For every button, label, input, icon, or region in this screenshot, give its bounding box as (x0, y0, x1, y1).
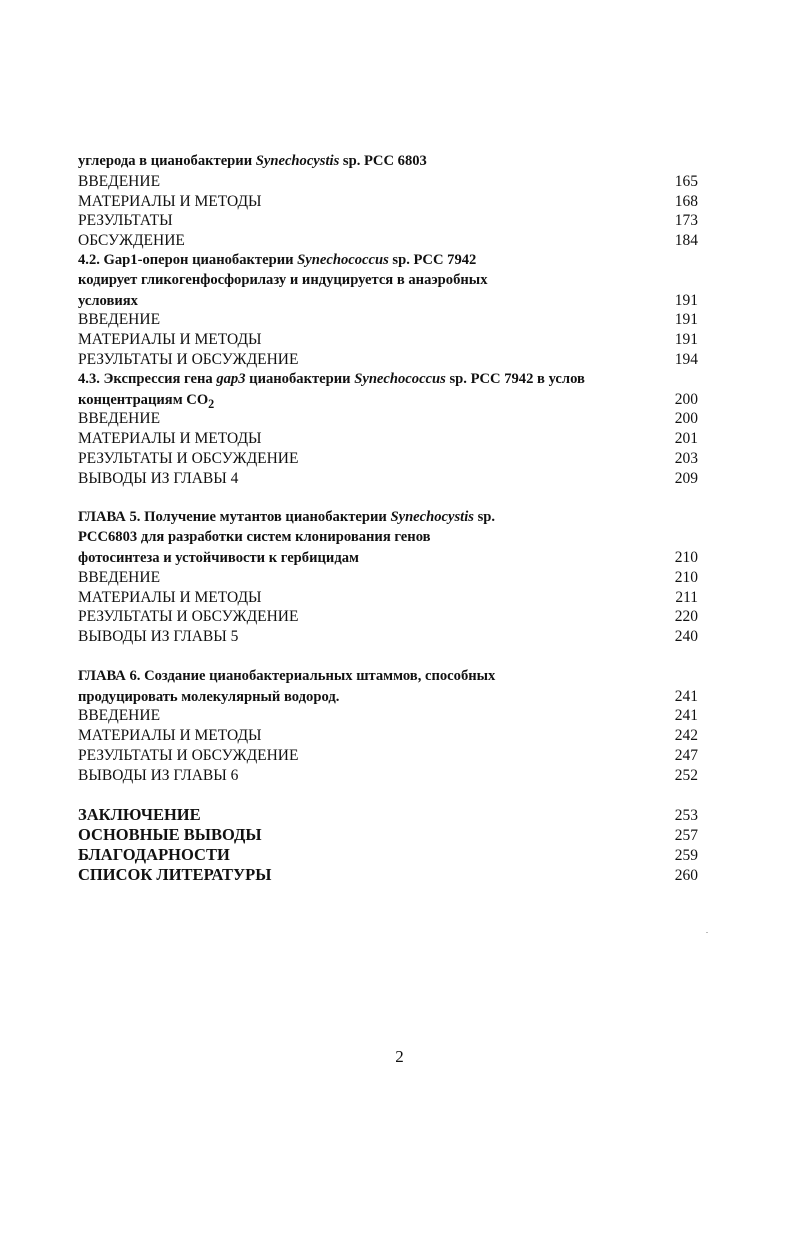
page-ref: 241 (674, 687, 698, 705)
toc-entry-main-conclusions[interactable]: ОСНОВНЫЕ ВЫВОДЫ 257 (78, 825, 698, 845)
section-4-2-title[interactable]: 4.2. Gap1-оперон цианобактерии Synechococcus sp. PCC 7942 (78, 251, 477, 268)
page-ref: 253 (674, 807, 698, 825)
page-ref: 173 (674, 212, 698, 230)
page-ref: 191 (674, 311, 698, 329)
toc-entry[interactable]: МАТЕРИАЛЫ И МЕТОДЫ 211 (78, 588, 698, 606)
page-ref: 241 (674, 707, 698, 725)
page-ref: 201 (674, 430, 698, 448)
page-ref: 260 (674, 866, 698, 884)
toc-entry[interactable]: МАТЕРИАЛЫ И МЕТОДЫ 201 (78, 430, 698, 448)
scan-speck (706, 932, 708, 933)
toc-entry-conclusion[interactable]: ЗАКЛЮЧЕНИЕ 253 (78, 805, 698, 825)
toc-entry[interactable]: ВВЕДЕНИЕ 210 (78, 568, 698, 586)
toc-entry[interactable]: ОБСУЖДЕНИЕ 184 (78, 232, 698, 250)
toc-entry-acknowledgements[interactable]: БЛАГОДАРНОСТИ 259 (78, 844, 698, 864)
page-ref: 184 (674, 232, 698, 250)
page-ref: 203 (674, 449, 698, 467)
page-ref: 220 (674, 608, 698, 626)
page-ref: 252 (674, 766, 698, 784)
chapter-5-title[interactable]: ГЛАВА 5. Получение мутантов цианобактерии Synechocystis sp. (78, 509, 496, 526)
page-ref: 210 (674, 568, 698, 586)
toc-entry-references[interactable]: СПИСОК ЛИТЕРАТУРЫ 260 (78, 864, 698, 884)
chapter-6-title[interactable]: ГЛАВА 6. Создание цианобактериальных штаммов, способных (78, 667, 496, 684)
page-ref: 240 (674, 628, 698, 646)
page-ref: 200 (674, 390, 698, 408)
page-ref: 211 (675, 588, 698, 606)
toc-entry[interactable]: РЕЗУЛЬТАТЫ И ОБСУЖДЕНИЕ 220 (78, 608, 698, 626)
page-ref: 259 (674, 846, 698, 864)
section-4-2-title-line2: кодирует гликогенфосфорилазу и индуцируется в анаэробных (78, 271, 488, 288)
page-ref: 209 (674, 469, 698, 487)
section-4-3-title[interactable]: 4.3. Экспрессия гена gap3 цианобактерии Synechococcus sp. PCC 7942 в услов (78, 370, 585, 387)
page-ref: 257 (674, 827, 698, 845)
page-ref: 210 (674, 548, 698, 566)
spacer (78, 786, 698, 806)
spacer (78, 489, 698, 509)
page-number: 2 (395, 1047, 404, 1066)
page-ref: 191 (674, 291, 698, 309)
chapter-5-title-line3: фотосинтеза и устойчивости к гербицидам 210 (78, 548, 698, 566)
toc-entry[interactable]: ВЫВОДЫ ИЗ ГЛАВЫ 4 209 (78, 469, 698, 487)
page-ref: 247 (674, 746, 698, 764)
toc-entry[interactable]: МАТЕРИАЛЫ И МЕТОДЫ 242 (78, 727, 698, 745)
toc-entry[interactable]: МАТЕРИАЛЫ И МЕТОДЫ 191 (78, 331, 698, 349)
page-ref: 194 (674, 350, 698, 368)
toc-entry[interactable]: РЕЗУЛЬТАТЫ И ОБСУЖДЕНИЕ 194 (78, 350, 698, 368)
table-of-contents (78, 152, 698, 884)
page-ref: 191 (674, 331, 698, 349)
toc-entry[interactable]: ВВЕДЕНИЕ 191 (78, 311, 698, 329)
section-4-1-title-end: углерода в цианобактерии Synechocystis sp. PCC 6803 (78, 153, 427, 169)
toc-entry[interactable]: ВЫВОДЫ ИЗ ГЛАВЫ 6 252 (78, 766, 698, 784)
page-ref: 168 (674, 192, 698, 210)
spacer (78, 647, 698, 667)
toc-entry[interactable]: ВВЕДЕНИЕ 241 (78, 707, 698, 725)
toc-entry[interactable]: ВВЕДЕНИЕ 200 (78, 410, 698, 428)
page-ref: 165 (674, 172, 698, 190)
page-ref: 242 (674, 727, 698, 745)
toc-entry[interactable]: МАТЕРИАЛЫ И МЕТОДЫ 168 (78, 192, 698, 210)
page-ref: 200 (674, 410, 698, 428)
toc-entry[interactable]: ВВЕДЕНИЕ 165 (78, 172, 698, 190)
toc-entry[interactable]: РЕЗУЛЬТАТЫ И ОБСУЖДЕНИЕ 247 (78, 746, 698, 764)
section-4-3-title-line2: концентрациям $CO_2$ 200 (78, 390, 698, 411)
chapter-5-title-line2: PCC6803 для разработки систем клонирования генов (78, 529, 431, 546)
section-4-2-title-line3: условиях 191 (78, 291, 698, 309)
chapter-6-title-line2: продуцировать молекулярный водород. 241 (78, 687, 698, 705)
toc-entry[interactable]: РЕЗУЛЬТАТЫ И ОБСУЖДЕНИЕ 203 (78, 449, 698, 467)
toc-entry[interactable]: РЕЗУЛЬТАТЫ 173 (78, 212, 698, 230)
toc-entry[interactable]: ВЫВОДЫ ИЗ ГЛАВЫ 5 240 (78, 628, 698, 646)
